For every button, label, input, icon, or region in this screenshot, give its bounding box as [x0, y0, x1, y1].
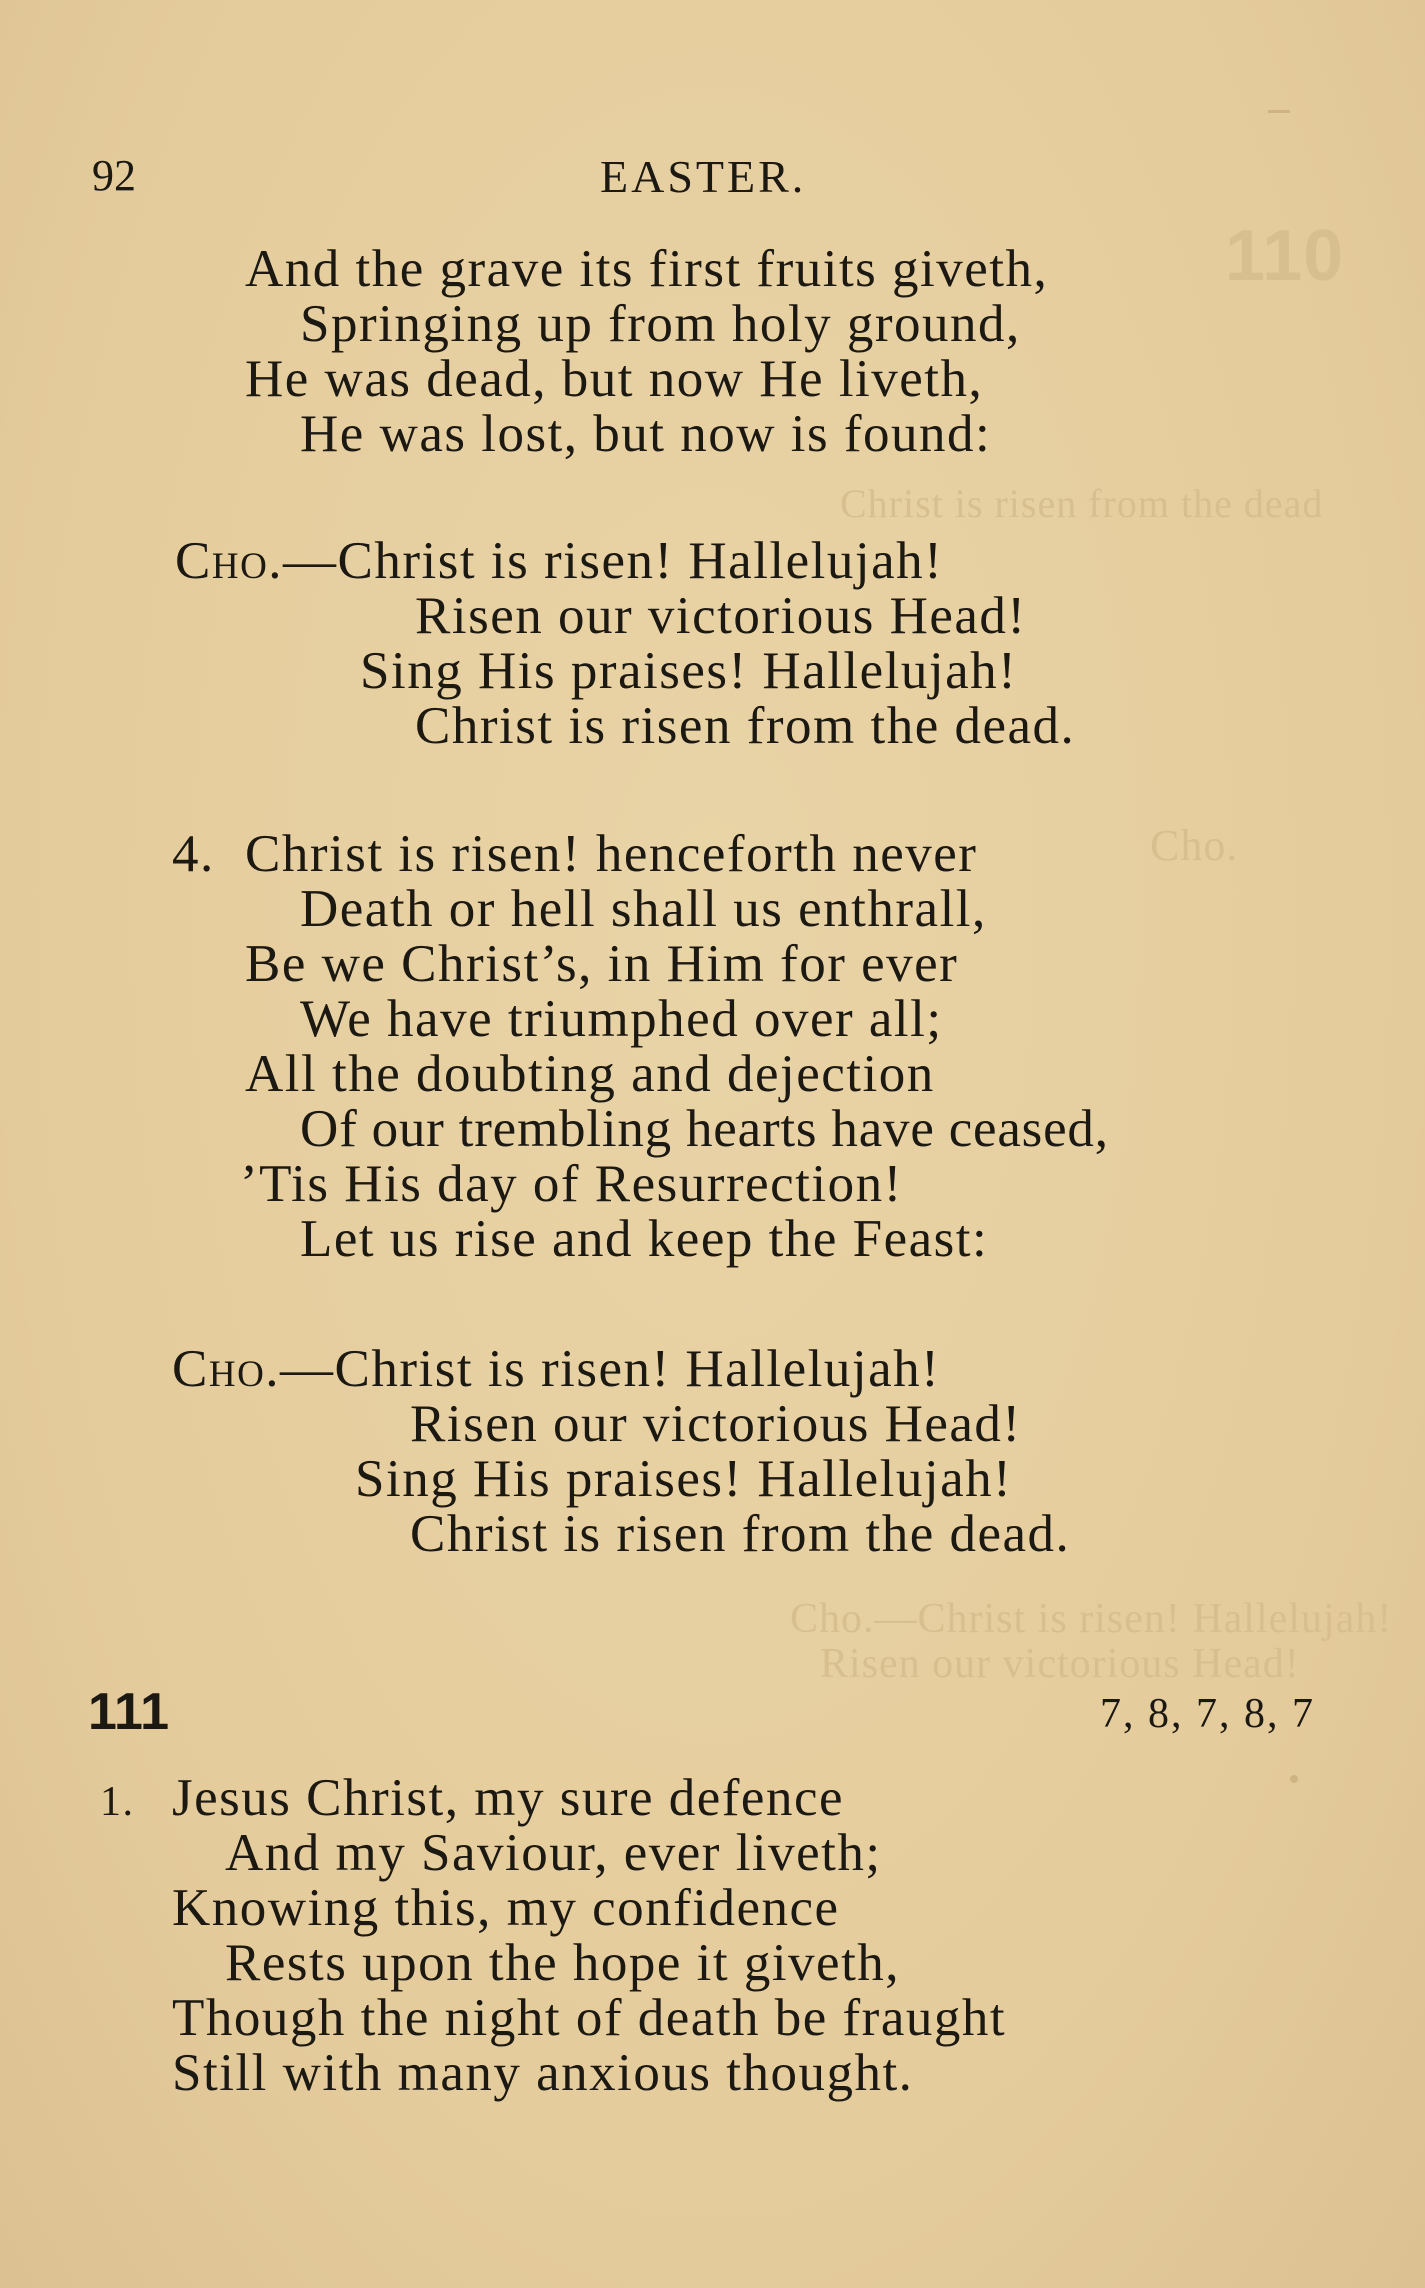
- stanza-first-line: [172, 825, 978, 883]
- verse-line: Sing His praises! Hallelujah!: [360, 642, 1018, 700]
- stanza-number: 1.: [100, 1779, 135, 1825]
- verse-line: He was lost, but now is found:: [300, 405, 992, 463]
- stanza-first-line: [100, 1769, 844, 1827]
- verse-line: Still with many anxious thought.: [172, 2044, 914, 2102]
- verse-line: All the doubting and dejection: [245, 1045, 935, 1103]
- verse-line: —Christ is risen! Hallelujah!: [283, 532, 944, 590]
- chorus-first-line: [175, 532, 944, 590]
- bleed-through-line: Risen our victorious Head!: [820, 1641, 1300, 1687]
- verse-line: Of our trembling hearts have ceased,: [300, 1100, 1109, 1158]
- bleed-through-number: 110: [1225, 216, 1345, 296]
- verse-line: Christ is risen! henceforth never: [245, 825, 978, 883]
- hymn-meter: 7, 8, 7, 8, 7: [1100, 1691, 1315, 1737]
- verse-line: He was dead, but now He liveth,: [245, 350, 984, 408]
- verse-line: Though the night of death be fraught: [172, 1989, 1007, 2047]
- verse-line: —Christ is risen! Hallelujah!: [280, 1340, 941, 1398]
- stanza-number: 4.: [172, 825, 215, 883]
- page-mark: [1268, 110, 1290, 113]
- chorus-label: Cho.: [175, 532, 284, 590]
- verse-line: Be we Christ’s, in Him for ever: [245, 935, 959, 993]
- verse-line: We have triumphed over all;: [300, 990, 943, 1048]
- verse-line: Rests upon the hope it giveth,: [225, 1934, 901, 1992]
- page-number: 92: [92, 151, 136, 200]
- verse-line: Christ is risen from the dead.: [415, 697, 1076, 755]
- verse-line: Jesus Christ, my sure defence: [172, 1769, 844, 1827]
- running-title: EASTER.: [600, 151, 807, 202]
- verse-line: ’Tis His day of Resurrection!: [240, 1155, 903, 1213]
- verse-line: Knowing this, my confidence: [172, 1879, 840, 1937]
- verse-line: Let us rise and keep the Feast:: [300, 1210, 989, 1268]
- page-header: [0, 150, 1425, 210]
- verse-line: Springing up from holy ground,: [300, 295, 1021, 353]
- page-mark: [1290, 1775, 1298, 1783]
- bleed-through-line: Christ is risen from the dead: [840, 481, 1324, 526]
- verse-line: And the grave its first fruits giveth,: [245, 240, 1049, 298]
- chorus-label: Cho.: [172, 1340, 281, 1398]
- verse-line: Sing His praises! Hallelujah!: [355, 1450, 1013, 1508]
- bleed-through-line: Cho.: [1150, 821, 1239, 870]
- verse-line: Risen our victorious Head!: [410, 1395, 1022, 1453]
- hymn-number: 111: [88, 1683, 170, 1741]
- chorus-first-line: [172, 1340, 941, 1398]
- verse-line: And my Saviour, ever liveth;: [225, 1824, 882, 1882]
- verse-line: Death or hell shall us enthrall,: [300, 880, 987, 938]
- verse-line: Christ is risen from the dead.: [410, 1505, 1071, 1563]
- verse-line: Risen our victorious Head!: [415, 587, 1027, 645]
- bleed-through-line: Cho.—Christ is risen! Hallelujah!: [790, 1596, 1393, 1642]
